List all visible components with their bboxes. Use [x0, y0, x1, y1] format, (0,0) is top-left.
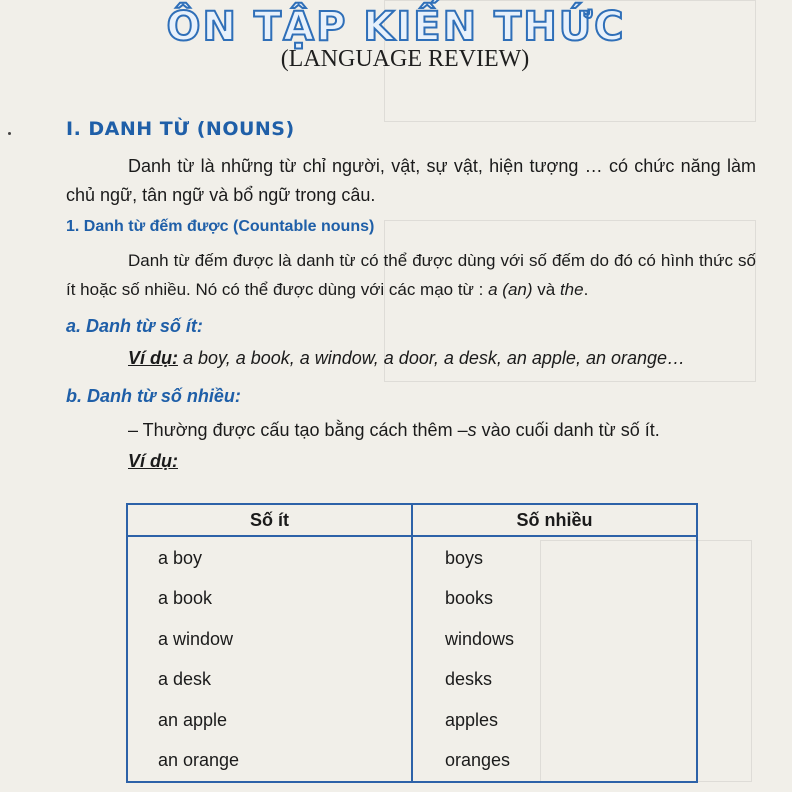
- plural-column: [413, 537, 696, 781]
- plural-cell: apples: [445, 709, 499, 730]
- page-title: ÔN TẬP KIẾN THỨC: [166, 4, 626, 50]
- plural-suffix: s: [467, 420, 477, 440]
- header-singular: Số ít: [128, 505, 413, 535]
- singular-cell: a window: [158, 628, 234, 649]
- plural-cell: boys: [445, 547, 484, 568]
- countable-definition: [66, 246, 756, 304]
- nouns-definition: Danh từ là những từ chỉ người, vật, sự vật, hiện tượng … có chức năng làm chủ ngữ, tân ngữ và bổ ngữ trong câu.: [66, 156, 756, 205]
- margin-mark: [8, 132, 11, 135]
- article-the: the: [559, 280, 584, 299]
- plural-cell: windows: [445, 628, 515, 649]
- page-subtitle: (LANGUAGE REVIEW): [280, 46, 530, 72]
- header-plural: Số nhiều: [516, 509, 593, 530]
- countable-text-end: .: [583, 280, 589, 299]
- singular-cell: a book: [158, 588, 213, 609]
- plural-cell: oranges: [445, 750, 511, 771]
- heading-plural-nouns: b. Danh từ số nhiều:: [66, 386, 241, 406]
- table-body: [128, 537, 696, 781]
- plural-rule-after: vào cuối danh từ số ít.: [476, 420, 660, 440]
- singular-cell: an apple: [158, 709, 228, 730]
- article-a-an: a (an): [488, 280, 533, 299]
- singular-cell: a boy: [158, 547, 203, 568]
- heading-singular-nouns: a. Danh từ số ít:: [66, 316, 203, 336]
- plural-cell: desks: [445, 669, 493, 690]
- countable-text-before: Danh từ đếm được là danh từ có thể được dùng với số đếm do đó có hình thức số ít hoặc số nhiều. Nó có thể được dùng với các mạo từ :: [66, 251, 756, 299]
- plural-rule-before: – Thường được cấu tạo bằng cách thêm –: [128, 420, 468, 440]
- plural-rule: [128, 420, 660, 441]
- countable-text-middle: và: [532, 280, 560, 299]
- subsection-heading-countable: 1. Danh từ đếm được (Countable nouns): [66, 218, 375, 235]
- example-label: Ví dụ:: [128, 451, 178, 471]
- plural-cell: books: [445, 588, 494, 609]
- singular-example-text: a boy, a book, a window, a door, a desk, an apple, an orange…: [178, 348, 686, 368]
- table-header: [128, 505, 696, 537]
- section-heading-nouns: I. DANH TỪ (NOUNS): [66, 118, 295, 140]
- singular-cell: a desk: [158, 669, 212, 690]
- singular-column: [128, 537, 413, 781]
- singular-cell: an orange: [158, 750, 240, 771]
- singular-plural-table: [126, 503, 698, 783]
- singular-example: [128, 348, 685, 369]
- example-label: Ví dụ:: [128, 348, 178, 368]
